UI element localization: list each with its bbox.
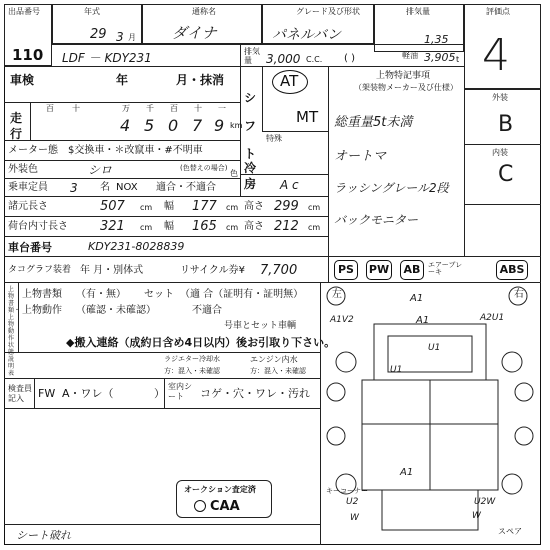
shaken-month: 月・抹消 bbox=[176, 73, 225, 87]
tacho-opts: 年 月・別体式 bbox=[80, 265, 144, 276]
grade-int: C bbox=[498, 162, 514, 187]
recycle-label: リサイクル券¥ bbox=[180, 265, 245, 276]
mileage-unit: km bbox=[230, 121, 243, 130]
equip-divider bbox=[328, 256, 329, 282]
spec-divider bbox=[328, 66, 329, 256]
width-unit: cm bbox=[226, 203, 239, 212]
set-label: セット bbox=[144, 289, 174, 300]
jyu-note-4: 方：混入・未確認 bbox=[250, 367, 306, 375]
spec-header: 上物特記事項 bbox=[376, 71, 431, 81]
grade-side-line-2 bbox=[464, 144, 541, 145]
row-line-7 bbox=[4, 216, 328, 217]
cargo-label: 荷台内寸長さ bbox=[8, 221, 68, 232]
abs-text: ABS bbox=[499, 263, 525, 276]
height-value: 299 bbox=[274, 199, 299, 214]
cargo-len: 321 bbox=[100, 219, 125, 234]
ab-text: AB bbox=[403, 263, 421, 276]
model-code: LDF － KDY231 bbox=[62, 51, 152, 65]
meter-opts: $交換車・＊改竄車・#不明車 bbox=[68, 145, 203, 156]
disp-label: 排気量 bbox=[406, 7, 430, 16]
fuel-label2: 量 bbox=[244, 56, 252, 65]
grade-label: グレード及び形状 bbox=[296, 7, 360, 16]
capacity-label: 乗車定員 bbox=[8, 182, 48, 193]
compliance-2: 不適合 bbox=[192, 305, 222, 316]
lot-number: 110 bbox=[12, 46, 44, 64]
model-row-line bbox=[52, 44, 464, 45]
ps-text: PS bbox=[338, 263, 354, 276]
diag-label-a1-bot: A1 bbox=[400, 467, 414, 478]
mileage-h-0: 百 bbox=[46, 104, 54, 113]
abs-badge bbox=[496, 260, 528, 280]
nox-opts: 適合・不適合 bbox=[156, 182, 216, 193]
mileage-divider bbox=[30, 102, 31, 140]
grade-value: パネルバン bbox=[272, 27, 342, 43]
mileage-h-5: 十 bbox=[194, 104, 202, 113]
dims-label: 諸元長さ bbox=[8, 201, 48, 212]
pw-text: PW bbox=[368, 263, 390, 276]
spare-label: スペア bbox=[498, 527, 522, 536]
month-value: 3 bbox=[116, 30, 124, 44]
name-label: 通称名 bbox=[192, 7, 216, 16]
diag-label-a1-top: A1 bbox=[410, 293, 424, 304]
diagram-divider bbox=[320, 282, 321, 545]
row-line-9 bbox=[4, 256, 541, 257]
color-label: 外装色 bbox=[8, 164, 38, 175]
cc-unit: C.C. bbox=[306, 55, 323, 64]
row-line-5 bbox=[4, 178, 240, 179]
mileage-h-4: 百 bbox=[170, 104, 178, 113]
color-value: シロ bbox=[88, 163, 113, 177]
grade-side-line-3 bbox=[464, 204, 541, 205]
row-line-1 bbox=[4, 66, 464, 67]
notice-text: ◆搬入連絡（成約日含め4日以内）後お引取り下さい。 bbox=[66, 336, 336, 349]
bottom-line bbox=[4, 524, 320, 525]
bottom-note: シート破れ bbox=[16, 529, 71, 542]
cargo-height: 212 bbox=[274, 219, 299, 234]
diag-label-a2u1: A2U1 bbox=[480, 313, 505, 323]
diag-label-u1-b: U1 bbox=[390, 365, 403, 375]
mileage-h-2: 万 bbox=[122, 104, 130, 113]
ps-badge bbox=[334, 260, 358, 280]
mileage-h-6: 一 bbox=[218, 104, 226, 113]
spec-item-3: ラッシングレール2段 bbox=[334, 181, 449, 195]
spec-item-2: オートマ bbox=[334, 149, 387, 164]
cargo-h-label: 高さ bbox=[244, 221, 264, 232]
eval-value: 4 bbox=[482, 30, 510, 81]
chassis-value: KDY231-8028839 bbox=[88, 240, 185, 253]
grade-ext: B bbox=[498, 112, 514, 137]
inspect-close: ） bbox=[154, 387, 165, 400]
jyu-note-3: 方：混入・未確認 bbox=[164, 367, 220, 375]
eval-label: 評価点 bbox=[486, 7, 510, 16]
displacement: 3,000 bbox=[266, 52, 301, 66]
length-value: 507 bbox=[100, 199, 125, 214]
cargo-op-label: 上物動作 bbox=[22, 305, 62, 316]
inner-label: 室内シート bbox=[168, 382, 192, 401]
row-line-6 bbox=[4, 196, 328, 197]
disp-value: 1,35 bbox=[424, 33, 449, 46]
inspect-divider bbox=[34, 378, 35, 408]
left-side-text: 上物書類・上物動作状態説明表 bbox=[8, 286, 21, 377]
pw-badge bbox=[366, 260, 392, 280]
color-paint: 色 bbox=[230, 169, 238, 178]
row-line-3 bbox=[4, 140, 240, 141]
inner-text: コゲ・穴・ワレ・汚れ bbox=[200, 387, 310, 400]
diag-label-u2: U2 bbox=[346, 497, 359, 507]
row-line-8 bbox=[4, 236, 328, 237]
mileage-h-3: 千 bbox=[146, 104, 154, 113]
compliance-1: （適 合（証明有・証明無） bbox=[180, 289, 304, 300]
fuel-marks: ( ) bbox=[344, 53, 355, 64]
width-value: 177 bbox=[192, 199, 217, 214]
length-unit: cm bbox=[140, 203, 153, 212]
diag-left-mark: 左 bbox=[332, 289, 342, 300]
row-line-2 bbox=[4, 102, 240, 103]
mileage-d-0: 4 bbox=[120, 116, 131, 135]
auction-logo: CAA bbox=[210, 499, 240, 514]
year-value: 29 bbox=[90, 27, 107, 42]
shaken-label: 車検 bbox=[10, 73, 35, 87]
cargo-docs-label: 上物書類 bbox=[22, 289, 62, 300]
diag-label-w1: W bbox=[350, 513, 359, 523]
cargo-docs-opts: （有・無） bbox=[76, 289, 126, 300]
auction-sheet bbox=[4, 4, 541, 545]
spec-item-4: バックモニター bbox=[334, 213, 419, 227]
cooler-label: 冷房 bbox=[244, 161, 257, 191]
jyu-note-2: エンジン内水 bbox=[250, 355, 298, 364]
air-brake-label: エアーブレーキ bbox=[428, 261, 463, 276]
jyu-note-1: ラジエター冷却水 bbox=[164, 355, 220, 363]
special-label: 特殊 bbox=[266, 134, 282, 143]
height-label: 高さ bbox=[244, 201, 264, 212]
number-match: 号車とセット車輌 bbox=[224, 321, 297, 331]
disp-divider bbox=[240, 44, 241, 66]
auction-label: オークション査定済 bbox=[184, 485, 256, 494]
diag-label-a1-mid: A1 bbox=[416, 315, 430, 326]
mileage-d-1: 5 bbox=[144, 116, 155, 135]
mileage-label: 走行 bbox=[10, 111, 23, 141]
shift-divider bbox=[240, 66, 241, 196]
color-note: (色替えの場合) bbox=[180, 164, 228, 172]
grade-int-label: 内装 bbox=[492, 148, 508, 157]
spec-item-1: 総重量5t未満 bbox=[334, 115, 413, 130]
inspect-fw: FW bbox=[38, 387, 56, 400]
capacity-value: 3 bbox=[70, 181, 78, 195]
fuel-label3: 軽油 bbox=[402, 51, 418, 60]
nox-label: NOX bbox=[116, 182, 138, 193]
special-line bbox=[262, 131, 328, 132]
diag-label-w2: W bbox=[472, 511, 481, 521]
shift-inner-divider bbox=[262, 66, 263, 131]
shift-label: シフト bbox=[244, 91, 257, 161]
fuel-label1: 排気 bbox=[244, 47, 260, 56]
inspect-label: 検査員記入 bbox=[8, 384, 32, 403]
cargo-w-label: 幅 bbox=[164, 221, 174, 232]
lot-label: 出品番号 bbox=[8, 7, 40, 16]
docs-divider bbox=[18, 282, 19, 352]
row-line-10 bbox=[4, 282, 541, 283]
grade-ext-label: 外装 bbox=[492, 93, 508, 102]
diag-right-mark: 右 bbox=[514, 289, 524, 300]
mileage-d-3: 7 bbox=[192, 116, 203, 135]
diag-label-u2w: U2W bbox=[474, 497, 496, 507]
capacity-unit: 名 bbox=[100, 182, 110, 193]
mileage-d-4: 9 bbox=[214, 116, 225, 135]
shift-mt: MT bbox=[296, 108, 319, 126]
auction-logo-circle bbox=[194, 500, 206, 512]
ab-badge bbox=[400, 260, 424, 280]
row-line-11 bbox=[4, 352, 320, 353]
height-unit: cm bbox=[308, 203, 321, 212]
cooler-value: A c bbox=[280, 178, 299, 192]
row-line-13 bbox=[4, 408, 320, 409]
grade-side-divider bbox=[464, 52, 465, 256]
mileage-d-2: 0 bbox=[168, 116, 179, 135]
spec-sub: （架装物メーカー及び仕様） bbox=[354, 83, 458, 92]
shift-at: AT bbox=[280, 72, 299, 90]
cargo-len-unit: cm bbox=[140, 223, 153, 232]
recycle-value: 7,700 bbox=[260, 263, 298, 278]
weight-value: 3,905 bbox=[424, 51, 456, 64]
cargo-width: 165 bbox=[192, 219, 217, 234]
diag-label-a1v2: A1V2 bbox=[330, 315, 354, 325]
width-label: 幅 bbox=[164, 201, 174, 212]
row-line-12 bbox=[4, 378, 320, 379]
weight-unit: t bbox=[456, 55, 460, 64]
shaken-year: 年 bbox=[116, 73, 129, 87]
year-label: 年式 bbox=[84, 7, 100, 16]
grade-side-line-1 bbox=[464, 89, 541, 90]
tacho-label: タコグラフ装着 bbox=[8, 265, 72, 275]
inspect-a: A・ワレ（ bbox=[62, 387, 114, 400]
chassis-label: 車台番号 bbox=[8, 241, 52, 254]
meter-label: メーター態 bbox=[8, 145, 58, 156]
cargo-op-opts: （確認・未確認） bbox=[76, 305, 156, 316]
mileage-h-1: 十 bbox=[72, 104, 80, 113]
cargo-width-unit: cm bbox=[226, 223, 239, 232]
month-unit: 月 bbox=[128, 33, 136, 42]
key-label: キーコーナー bbox=[326, 487, 368, 495]
inner-divider bbox=[164, 378, 165, 408]
diag-label-u1-a: U1 bbox=[428, 343, 441, 353]
cargo-height-unit: cm bbox=[308, 223, 321, 232]
row-line-4 bbox=[4, 160, 240, 161]
name-value: ダイナ bbox=[172, 24, 217, 42]
